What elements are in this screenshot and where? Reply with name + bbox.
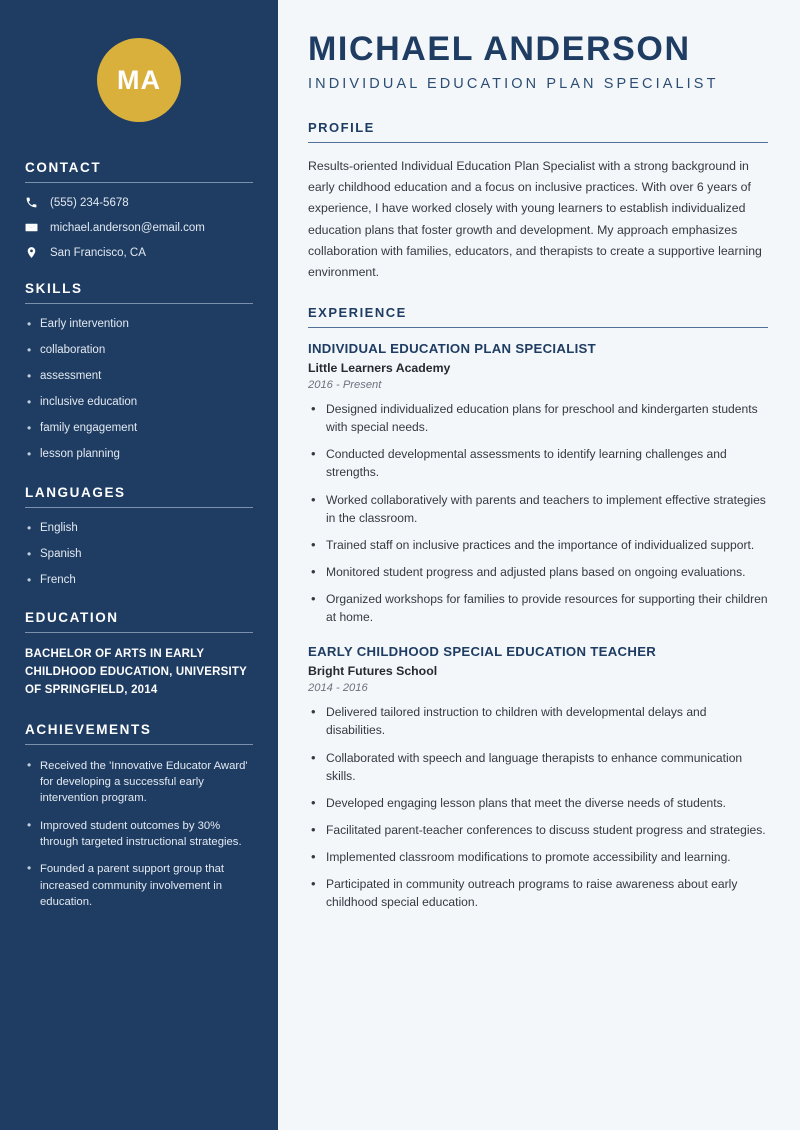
experience-divider [308,327,768,328]
list-item: • Monitored student progress and adjusted plans based on ongoing evaluations. [308,563,768,581]
contact-heading: CONTACT [25,160,102,175]
job-title: INDIVIDUAL EDUCATION PLAN SPECIALIST [308,340,596,356]
list-item: • collaboration [25,343,253,359]
sidebar-section-contact [25,160,253,259]
education-divider [25,632,253,633]
sidebar-section-achievements [25,722,253,911]
contact-phone-row[interactable] [25,196,253,209]
list-item: • Worked collaboratively with parents and teachers to implement effective strategies in the classroom. [308,491,768,527]
job-bullet-list [308,703,768,911]
list-item: • inclusive education [25,395,253,411]
skills-list [25,317,253,463]
section-profile [308,120,768,283]
job-bullet-list [308,400,768,626]
list-item: • Implemented classroom modifications to promote accessibility and learning. [308,848,768,866]
contact-location-row[interactable] [25,246,253,259]
sidebar-section-education [25,610,253,699]
avatar: MA [97,38,181,122]
avatar-container [25,0,253,160]
page-title: MICHAEL ANDERSON [308,30,691,68]
contact-location-value: San Francisco, CA [50,246,146,259]
list-item: • lesson planning [25,447,253,463]
education-degree: BACHELOR OF ARTS IN EARLY CHILDHOOD EDUCATION, UNIVERSITY OF SPRINGFIELD, 2014 [25,648,247,696]
list-item: • English [25,521,253,537]
skills-divider [25,303,253,304]
contact-email-row[interactable] [25,221,253,234]
skills-heading: SKILLS [25,281,83,296]
contact-divider [25,182,253,183]
list-item: • Improved student outcomes by 30% through targeted instructional strategies. [25,818,253,851]
languages-list [25,521,253,589]
contact-email-value: michael.anderson@email.com [50,221,205,234]
headline: INDIVIDUAL EDUCATION PLAN SPECIALIST [308,76,719,93]
languages-divider [25,507,253,508]
phone-icon [25,196,45,209]
job-dates: 2016 - Present [308,378,382,391]
profile-divider [308,142,768,143]
experience-entry [308,341,768,626]
list-item: • Delivered tailored instruction to children with developmental delays and disabilities. [308,703,768,739]
list-item: • assessment [25,369,253,385]
section-experience [308,305,768,912]
list-item: • Trained staff on inclusive practices and the importance of individualized support. [308,536,768,554]
experience-entry [308,644,768,911]
achievements-divider [25,744,253,745]
list-item: • Organized workshops for families to provide resources for supporting their children at home. [308,590,768,626]
job-company: Little Learners Academy [308,360,451,375]
list-item: • Collaborated with speech and language therapists to enhance communication skills. [308,749,768,785]
job-company: Bright Futures School [308,664,438,679]
experience-heading: EXPERIENCE [308,304,407,320]
profile-text: Results-oriented Individual Education Plan Specialist with a strong background in early childhood education and a focus on inclusive practices. With over 6 years of experience, I have worked closely with young learners to establish individualized education plans that foster growth and development. My approach emphasizes collaboration with families, educators, and therapists to create a supportive learning environment. [308,159,762,279]
list-item: • Spanish [25,547,253,563]
list-item: • Early intervention [25,317,253,333]
sidebar-section-languages [25,485,253,589]
sidebar-section-skills [25,281,253,463]
contact-phone-value: (555) 234-5678 [50,196,129,209]
list-item: • Facilitated parent-teacher conferences to discuss student progress and strategies. [308,821,768,839]
profile-heading: PROFILE [308,120,375,136]
list-item: • Developed engaging lesson plans that meet the diverse needs of students. [308,794,768,812]
education-heading: EDUCATION [25,610,119,626]
list-item: • Received the 'Innovative Educator Award' for developing a successful early intervention program. [25,758,253,807]
achievements-heading: ACHIEVEMENTS [25,721,152,737]
list-item: • French [25,573,253,589]
job-dates: 2014 - 2016 [308,682,368,695]
languages-heading: LANGUAGES [25,484,126,500]
list-item: • Participated in community outreach programs to raise awareness about early childhood special education. [308,875,768,911]
list-item: • Designed individualized education plans for preschool and kindergarten students with special needs. [308,400,768,436]
envelope-icon [25,221,45,234]
list-item: • Conducted developmental assessments to identify learning challenges and strengths. [308,445,768,481]
job-title: EARLY CHILDHOOD SPECIAL EDUCATION TEACHER [308,644,657,660]
achievements-list [25,758,253,911]
list-item: • Founded a parent support group that increased community involvement in education. [25,861,253,910]
sidebar [0,0,278,1130]
location-pin-icon [25,246,45,259]
main-content [278,0,800,1130]
list-item: • family engagement [25,421,253,437]
